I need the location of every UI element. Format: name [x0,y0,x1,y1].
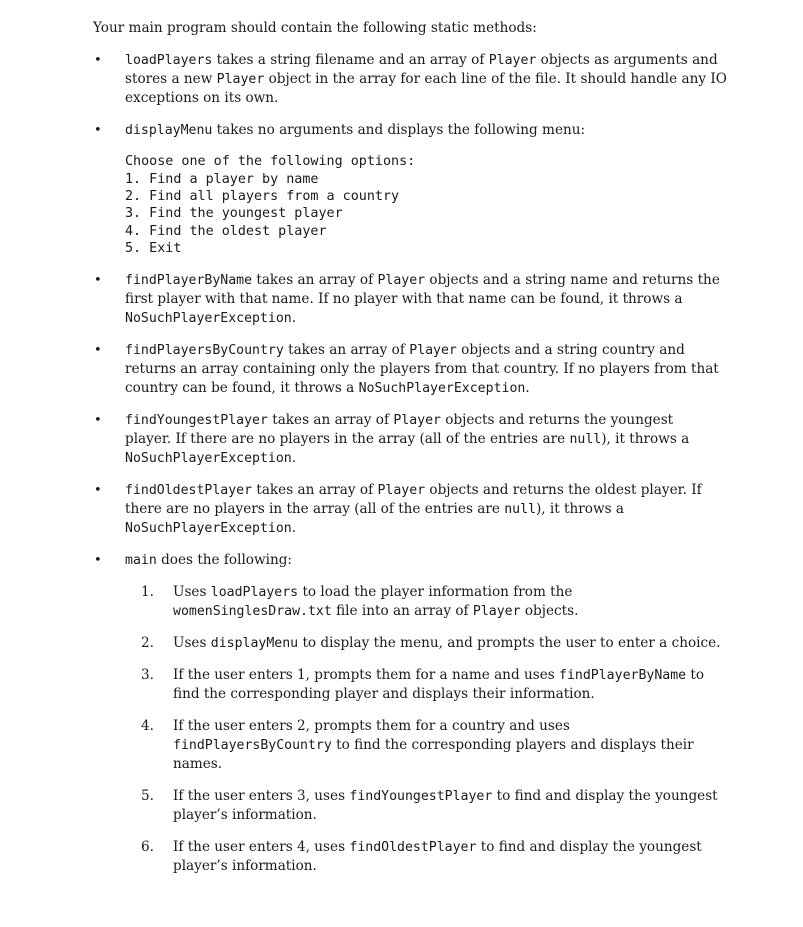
step-5-line-2: player’s information. [173,807,317,823]
main-line-1: main does the following: [125,552,293,568]
load-line-2: stores a new Player object in the array for each line of the file. It should handle any IO [125,71,727,87]
bycountry-line-3: country can be found, it throws a NoSuchPlayerException. [125,380,530,396]
bullet: • [94,553,102,568]
method-load-players: loadPlayers [125,53,213,68]
step-4-line-3: names. [173,756,223,772]
byname-line-1: findPlayerByName takes an array of Player objects and a string name and returns the [125,272,720,288]
oldest-line-3: NoSuchPlayerException. [125,520,297,536]
oldest-line-1: findOldestPlayer takes an array of Player objects and returns the oldest player. If [125,482,702,498]
bycountry-line-2: returns an array containing only the players from that country. If no players from that [125,361,719,377]
bullet: • [94,343,102,358]
bycountry-line-1: findPlayersByCountry takes an array of Player objects and a string country and [125,342,685,358]
step-number: 6. [141,839,154,855]
bullet: • [94,123,102,138]
method-main: main [125,553,157,568]
method-find-players-by-country: findPlayersByCountry [125,343,284,358]
bullet: • [94,273,102,288]
step-number: 5. [141,788,154,804]
step-4-line-1: If the user enters 2, prompts them for a country and uses [173,718,570,734]
method-find-youngest-player: findYoungestPlayer [125,413,268,428]
step-3-line-2: find the corresponding player and displays their information. [173,686,595,702]
bullet: • [94,413,102,428]
step-1-line-1: Uses loadPlayers to load the player information from the [173,584,573,600]
menu-line: 3. Find the youngest player [125,206,343,221]
youngest-line-1: findYoungestPlayer takes an array of Player objects and returns the youngest [125,412,674,428]
load-line-1: loadPlayers takes a string filename and an array of Player objects as arguments and [125,52,718,68]
byname-line-2: first player with that name. If no player with that name can be found, it throws a [125,291,683,307]
menu-line: 4. Find the oldest player [125,223,327,239]
step-3-line-1: If the user enters 1, prompts them for a name and uses findPlayerByName to [173,667,705,683]
byname-line-3: NoSuchPlayerException. [125,310,297,326]
step-number: 4. [141,718,154,734]
step-2-line-1: Uses displayMenu to display the menu, and prompts the user to enter a choice. [173,635,721,651]
display-line-1: displayMenu takes no arguments and displays the following menu: [125,122,586,138]
method-find-player-by-name: findPlayerByName [125,273,253,288]
method-display-menu: displayMenu [125,123,213,138]
method-find-oldest-player: findOldestPlayer [125,483,253,498]
menu-line: 2. Find all players from a country [125,189,400,204]
bullet: • [94,53,102,68]
step-number: 2. [141,635,154,651]
step-1-line-2: womenSinglesDraw.txt file into an array of Player objects. [173,603,579,619]
youngest-line-3: NoSuchPlayerException. [125,450,297,466]
step-number: 3. [141,667,154,683]
step-6-line-1: If the user enters 4, uses findOldestPlayer to find and display the youngest [173,839,702,855]
oldest-line-2: there are no players in the array (all of the entries are null), it throws a [125,501,624,517]
bullet: • [94,483,102,498]
menu-line: 5. Exit [125,241,182,256]
step-number: 1. [141,584,154,600]
intro-text: Your main program should contain the following static methods: [93,20,537,36]
step-5-line-1: If the user enters 3, uses findYoungestPlayer to find and display the youngest [173,788,718,804]
menu-line: 1. Find a player by name [125,171,319,187]
step-4-line-2: findPlayersByCountry to find the corresponding players and displays their [173,737,694,753]
load-line-3: exceptions on its own. [125,90,279,106]
menu-line: Choose one of the following options: [125,154,416,169]
step-6-line-2: player’s information. [173,858,317,874]
youngest-line-2: player. If there are no players in the array (all of the entries are null), it throws a [125,431,690,447]
